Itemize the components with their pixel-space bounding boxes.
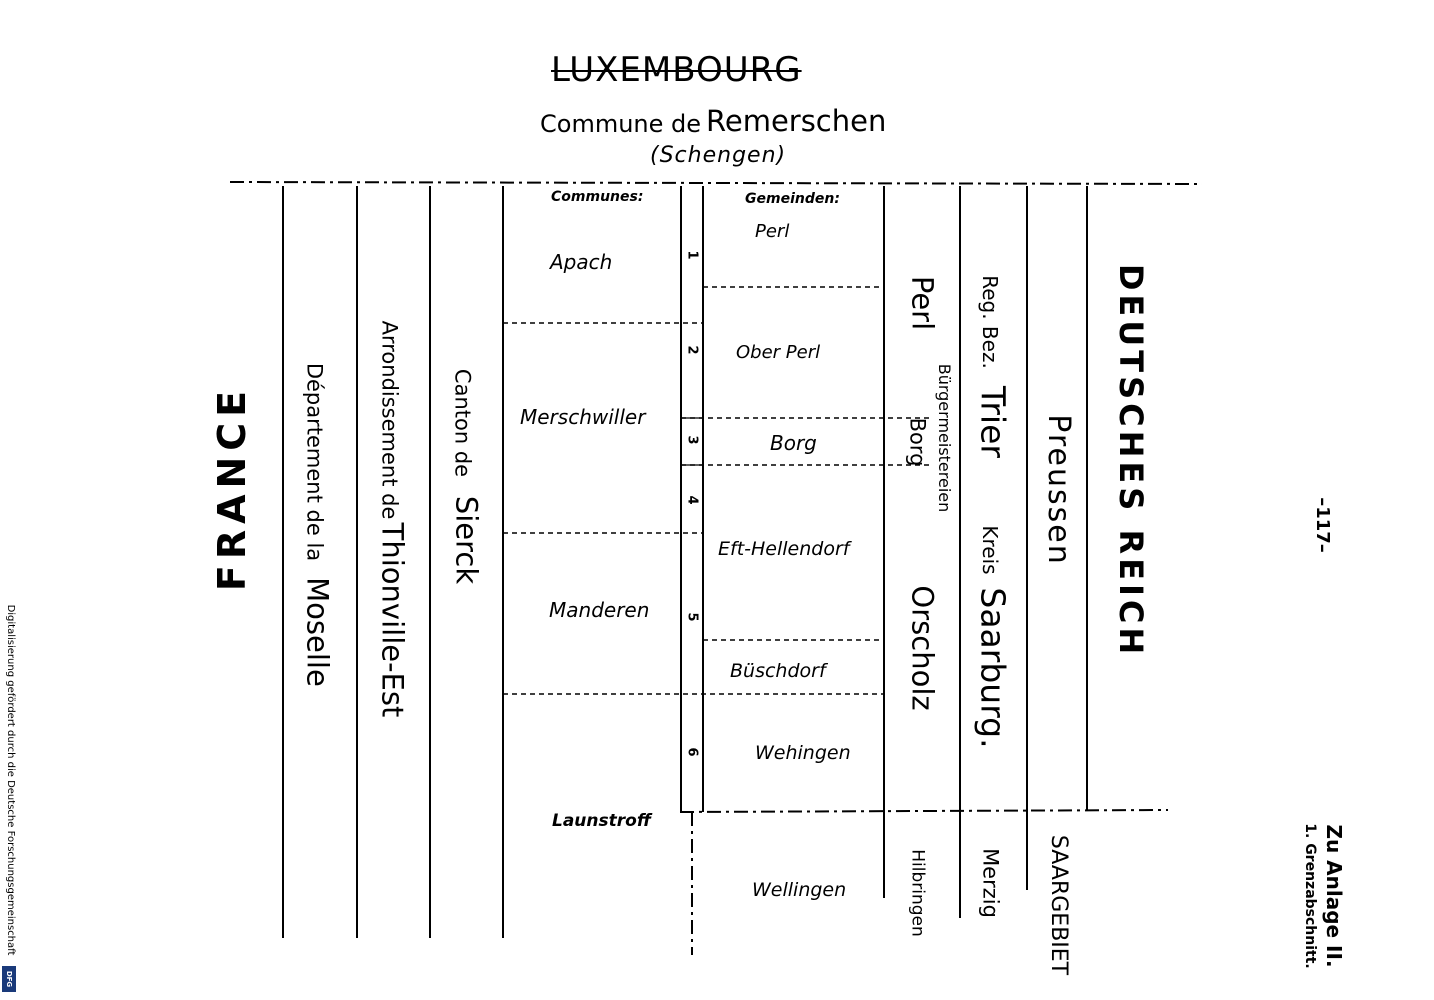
gemeinden-heading: Gemeinden:	[745, 191, 840, 207]
gemeinde-wehingen: Wehingen	[755, 742, 851, 764]
dfg-logo-text: DFG	[5, 970, 13, 988]
annex-title: Zu Anlage II.	[1322, 824, 1346, 968]
dfg-logo	[2, 966, 16, 992]
gemeinde-wellingen: Wellingen	[752, 879, 847, 901]
gemeinde-ober-perl: Ober Perl	[736, 342, 821, 363]
gemeinde-perl: Perl	[755, 221, 790, 242]
annex-subtitle: 1. Grenzabschnitt.	[1302, 823, 1318, 969]
regbez-name: Trier	[973, 386, 1013, 458]
gemeinde-bueschdorf: Büschdorf	[730, 660, 826, 682]
section-number-1: 1	[684, 250, 700, 260]
luxembourg-title: LUXEMBOURG	[551, 50, 802, 90]
section-number-3: 3	[684, 435, 700, 445]
buergermeistereien-borg: Borg	[905, 417, 930, 467]
preussen-label: Preussen	[1041, 414, 1076, 566]
buergermeistereien-perl: Perl	[905, 275, 940, 331]
funding-note: Digitalisierung gefördert durch die Deutsche Forschungsgemeinschaft	[5, 604, 16, 956]
commune-alt-name: (Schengen)	[650, 143, 787, 168]
kreis-merzig: Merzig	[978, 848, 1003, 918]
canton-prefix: Canton de	[450, 368, 475, 478]
departement-name: Moselle	[300, 577, 335, 687]
page-number: –117–	[1312, 497, 1333, 553]
commune-apach: Apach	[550, 250, 613, 274]
arrondissement-prefix: Arrondissement de	[377, 320, 402, 520]
kreis-name: Saarburg.	[973, 587, 1013, 749]
commune-launstroff: Launstroff	[552, 811, 651, 831]
section-number-6: 6	[684, 747, 700, 757]
section-number-2: 2	[684, 345, 700, 355]
canton-name: Sierck	[449, 495, 484, 585]
communes-heading: Communes:	[551, 189, 644, 205]
saargebiet-label: SAARGEBIET	[1046, 834, 1071, 976]
buergermeistereien-hilbringen: Hilbringen	[907, 849, 928, 937]
arrondissement-name: Thionville-Est	[375, 522, 410, 718]
departement-prefix: Département de la	[302, 362, 327, 562]
section-number-4: 4	[684, 495, 700, 505]
saargebiet-border-line	[680, 810, 1168, 812]
luxembourg-border-line	[230, 182, 1202, 184]
commune-prefix: Commune de	[540, 110, 702, 138]
section-number-5: 5	[684, 612, 700, 622]
deutsches-reich-label: DEUTSCHES REICH	[1112, 263, 1150, 659]
gemeinde-borg: Borg	[770, 431, 817, 455]
buergermeistereien-orscholz: Orscholz	[905, 585, 940, 711]
gemeinde-eft-hellendorf: Eft-Hellendorf	[718, 538, 850, 560]
kreis-prefix: Kreis	[978, 525, 1002, 575]
regbez-prefix: Reg. Bez.	[978, 275, 1002, 369]
buergermeistereien-label: Bürgermeistereien	[935, 363, 954, 513]
commune-merschwiller: Merschwiller	[520, 405, 646, 429]
commune-manderen: Manderen	[549, 598, 650, 622]
commune-name: Remerschen	[706, 104, 887, 138]
france-label: FRANCE	[210, 384, 254, 592]
